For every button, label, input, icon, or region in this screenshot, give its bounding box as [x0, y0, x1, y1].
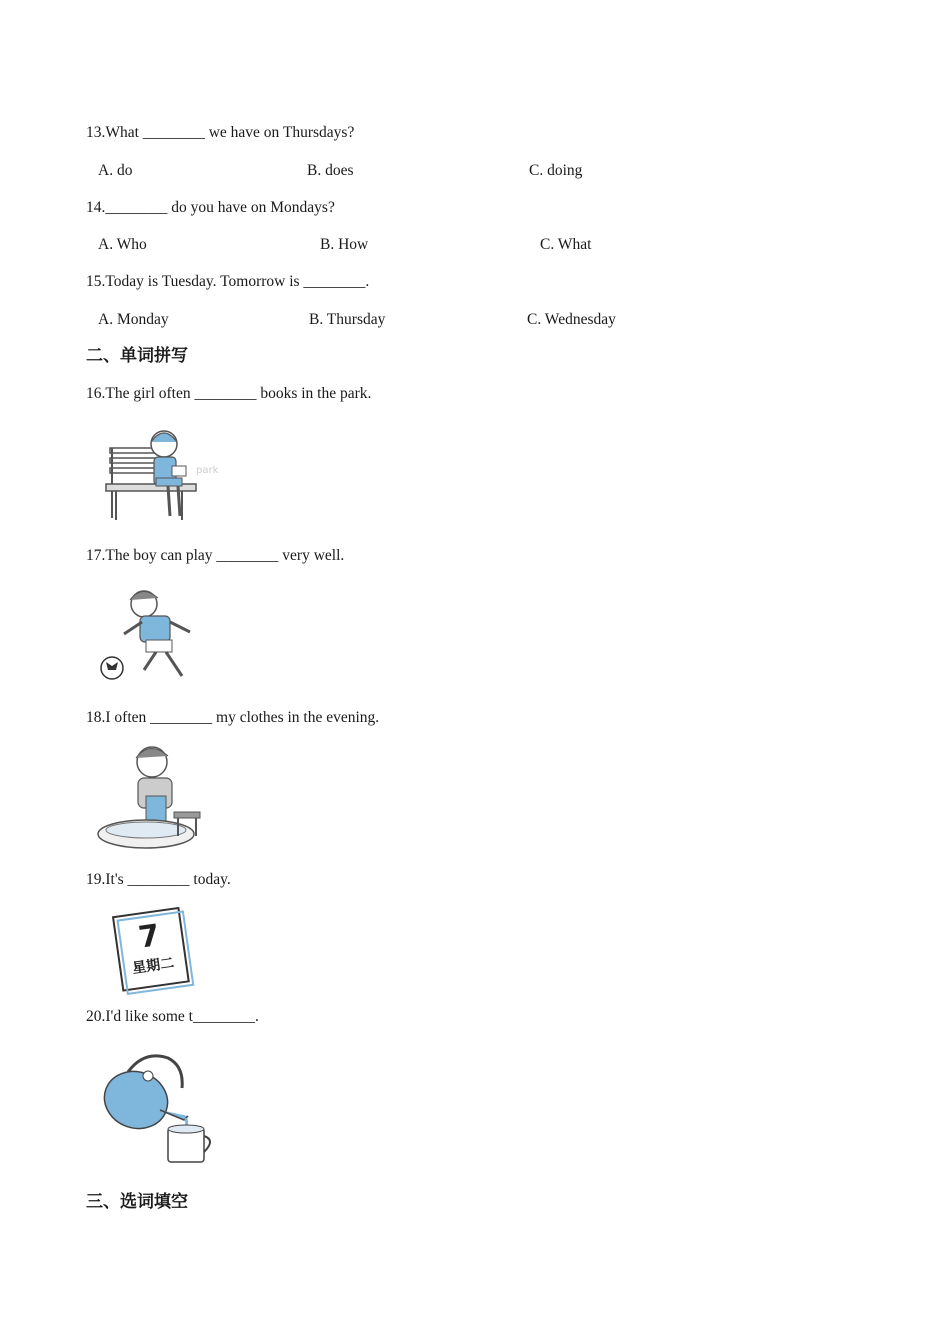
q13-option-c: C. doing — [529, 162, 583, 179]
boy-kicking-football-picture — [86, 582, 236, 688]
question-17: 17.The boy can play ________ very well. — [86, 547, 345, 564]
question-15: 15.Today is Tuesday. Tomorrow is ________. — [86, 273, 370, 290]
q14-option-b: B. How — [320, 236, 369, 253]
q15-option-a: A. Monday — [98, 311, 169, 328]
q13-option-a: A. do — [98, 162, 133, 179]
question-14: 14.________ do you have on Mondays? — [86, 199, 335, 216]
boy-washing-clothes-picture — [86, 738, 236, 858]
question-13: 13.What ________ we have on Thursdays? — [86, 124, 355, 141]
teapot-pouring-tea-picture — [98, 1044, 228, 1168]
q14-option-c: C. What — [540, 236, 592, 253]
q15-option-b: B. Thursday — [309, 311, 386, 328]
q13-option-b: B. does — [307, 162, 354, 179]
calendar-day-number: 7 — [136, 918, 162, 956]
question-16: 16.The girl often ________ books in the park. — [86, 385, 372, 402]
svg-text:park: park — [196, 465, 219, 476]
question-20: 20.I'd like some t________. — [86, 1008, 259, 1025]
calendar-weekday: 星期二 — [131, 955, 176, 977]
q15-option-c: C. Wednesday — [527, 311, 616, 328]
section-2-title: 二、单词拼写 — [86, 346, 188, 366]
calendar-picture — [108, 904, 198, 996]
girl-on-bench-reading-picture — [86, 418, 236, 524]
section-3-title: 三、选词填空 — [86, 1192, 188, 1212]
question-19: 19.It's ________ today. — [86, 871, 231, 888]
question-18: 18.I often ________ my clothes in the evening. — [86, 709, 380, 726]
q14-option-a: A. Who — [98, 236, 147, 253]
